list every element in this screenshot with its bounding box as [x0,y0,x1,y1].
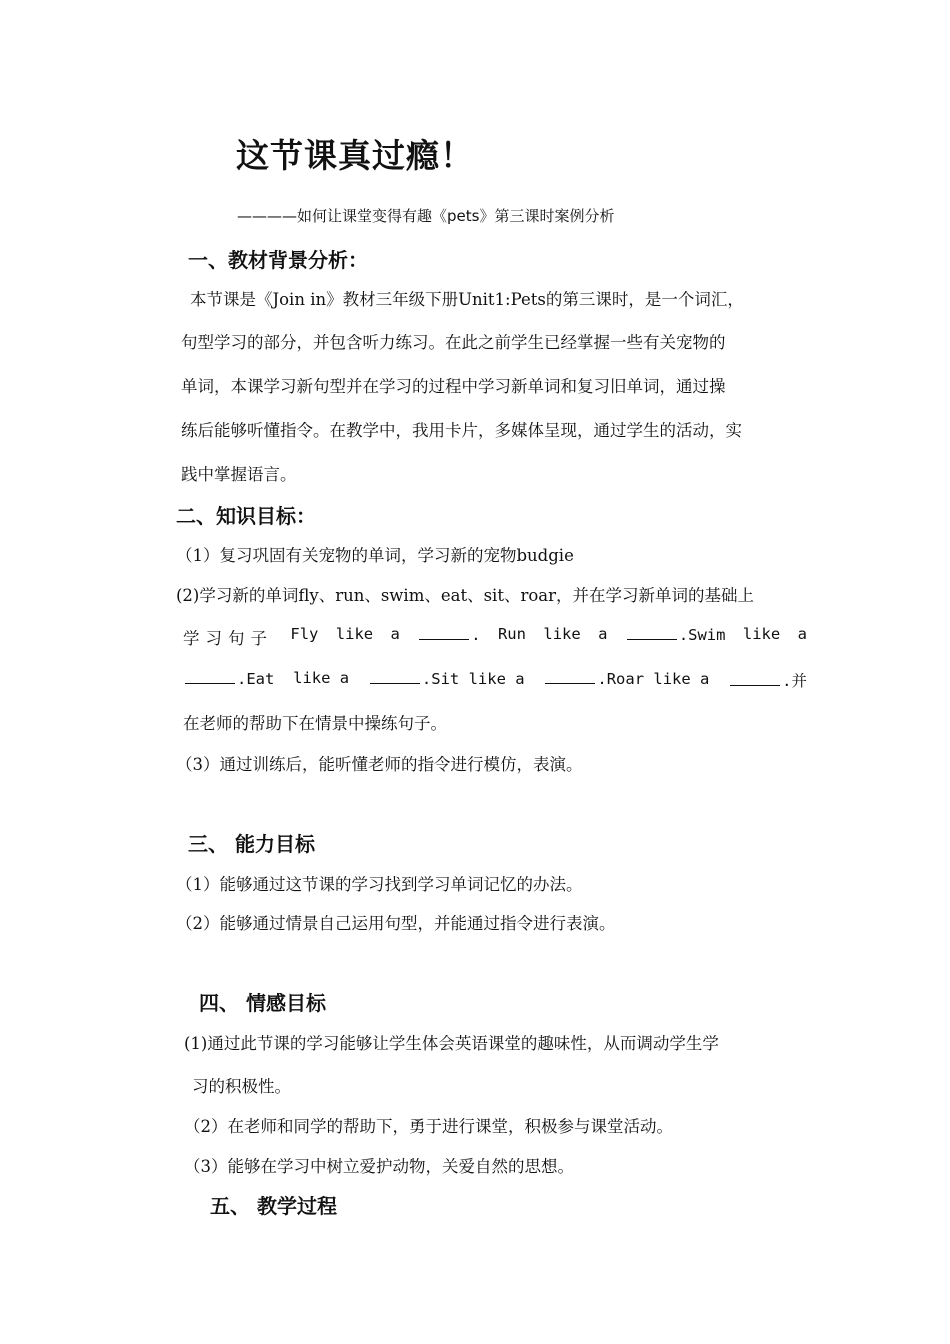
section-heading-1: 一、教材背景分析： [188,248,368,272]
paragraph-line: 练后能够听懂指令。在教学中，我用卡片，多媒体呈现，通过学生的活动，实 [181,421,742,440]
text-fragment: a [797,625,807,643]
text-fragment: Fly [290,625,319,643]
paragraph-line: 句型学习的部分，并包含听力练习。在此之前学生已经掌握一些有关宠物的 [181,333,726,352]
text-fragment: 学习句子 [183,629,273,648]
objective-item: （1）复习巩固有关宠物的单词，学习新的宠物budgie [176,546,574,565]
paragraph-line: 践中掌握语言。 [181,465,297,484]
fill-blank[interactable] [368,669,525,691]
sentence-pattern-line [183,625,807,649]
text-fragment: like [742,625,781,643]
objective-item: (1)通过此节课的学习能够让学生体会英语课堂的趣味性，从而调动学生学 [184,1034,719,1053]
section-heading-5: 五、 教学过程 [210,1194,337,1218]
objective-item: （2）在老师和同学的帮助下，勇于进行课堂，积极参与课堂活动。 [184,1117,673,1136]
fill-blank[interactable] [728,669,807,691]
objective-item: （1）能够通过这节课的学习找到学习单词记忆的办法。 [176,875,583,894]
text-fragment: . [471,626,481,644]
text-fragment: like [335,625,374,643]
fill-blank[interactable] [183,669,274,691]
objective-item: (2)学习新的单词fly、run、swim、eat、sit、roar，并在学习新单词的基础上 [176,586,755,605]
fill-blank[interactable] [625,625,726,649]
sentence-pattern-line [183,669,807,691]
objective-item: （2）能够通过情景自己运用句型，并能通过指令进行表演。 [176,914,616,933]
section-heading-3: 三、 能力目标 [188,832,315,856]
text-fragment: .Sit like a [421,670,525,688]
section-heading-2: 二、知识目标： [176,504,316,528]
text-fragment: Run [497,625,526,643]
text-fragment: like a [293,669,350,687]
paragraph-line: 本节课是《Join in》教材三年级下册Unit1:Pets的第三课时，是一个词汇， [190,290,744,309]
objective-item: 在老师的帮助下在情景中操练句子。 [183,714,447,733]
page-subtitle: ————如何让课堂变得有趣《pets》第三课时案例分析 [237,207,615,225]
section-heading-4: 四、 情感目标 [199,991,326,1015]
text-fragment: .Eat [237,670,275,688]
text-fragment: .Roar like a [597,670,710,688]
fill-blank[interactable] [417,625,480,649]
page-title: 这节课真过瘾！ [236,136,474,175]
objective-item: （3）能够在学习中树立爱护动物，关爱自然的思想。 [184,1157,574,1176]
text-fragment: a [598,625,608,643]
paragraph-line: 单词，本课学习新句型并在学习的过程中学习新单词和复习旧单词，通过操 [181,377,726,396]
fill-blank[interactable] [543,669,709,691]
text-fragment: .Swim [678,626,726,644]
text-fragment: .并 [782,672,807,690]
objective-item: 习的积极性。 [192,1077,291,1096]
text-fragment: like [543,625,581,643]
objective-item: （3）通过训练后，能听懂老师的指令进行模仿，表演。 [176,755,583,774]
text-fragment: a [390,625,400,643]
